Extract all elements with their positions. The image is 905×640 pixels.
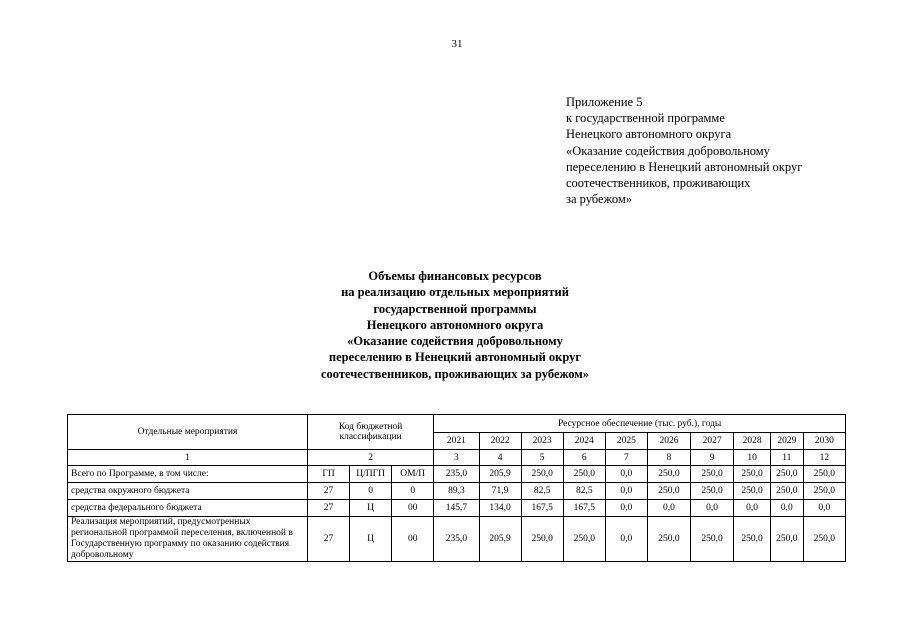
value-cell: 250,0 [734,517,771,562]
column-number: 12 [803,450,845,466]
table-row [68,483,846,500]
value-cell: 250,0 [771,517,804,562]
code-cell: Ц [350,517,392,562]
value-cell: 250,0 [771,483,804,500]
value-cell: 0,0 [605,466,647,483]
value-cell: 250,0 [563,517,605,562]
financial-resources-table [67,414,846,562]
value-cell: 250,0 [771,466,804,483]
value-cell: 250,0 [647,517,690,562]
value-cell: 167,5 [521,500,563,517]
code-cell: 27 [307,483,349,500]
header-year: 2029 [771,433,804,450]
header-year: 2030 [803,433,845,450]
title-line: государственной программы [373,301,537,316]
title-line: Объемы финансовых ресурсов [368,269,542,283]
value-cell: 250,0 [647,483,690,500]
value-cell: 250,0 [734,483,771,500]
value-cell: 250,0 [521,466,563,483]
appendix-note [566,94,866,207]
value-cell: 0,0 [605,500,647,517]
column-number: 5 [521,450,563,466]
value-cell: 250,0 [563,466,605,483]
header-year: 2028 [734,433,771,450]
value-cell: 145,7 [434,500,479,517]
value-cell: 0,0 [647,500,690,517]
table-row [68,500,846,517]
title-line: Ненецкого автономного округа [366,317,544,332]
value-cell: 250,0 [734,466,771,483]
value-cell: 250,0 [803,466,845,483]
column-number: 9 [691,450,734,466]
row-name: Реализация мероприятий, предусмотренных региональной программой переселения, включенной в Государственную программу по оказанию содействия добровольному [68,517,308,562]
value-cell: 89,3 [434,483,479,500]
column-number: 6 [563,450,605,466]
appendix-line: к государственной программе [566,111,725,126]
code-cell: ГП [307,466,349,483]
appendix-line: Ненецкого автономного округа [566,127,732,142]
appendix-line: Приложение 5 [566,95,643,109]
column-number: 11 [771,450,804,466]
header-year: 2024 [563,433,605,450]
column-number: 8 [647,450,690,466]
header-budget-code: Код бюджетной классификации [307,415,433,450]
value-cell: 250,0 [691,466,734,483]
header-year: 2022 [479,433,521,450]
column-number: 7 [605,450,647,466]
value-cell: 71,9 [479,483,521,500]
header-year: 2026 [647,433,690,450]
value-cell: 0,0 [803,500,845,517]
value-cell: 235,0 [434,517,479,562]
value-cell: 250,0 [691,483,734,500]
code-cell: Ц [350,500,392,517]
column-number: 1 [68,450,308,466]
value-cell: 0,0 [734,500,771,517]
column-number: 2 [307,450,433,466]
title-line: переселению в Ненецкий автономный округ [328,350,582,365]
value-cell: 250,0 [691,517,734,562]
value-cell: 250,0 [803,517,845,562]
header-year: 2025 [605,433,647,450]
value-cell: 0,0 [605,517,647,562]
document-title [240,268,670,382]
table-row [68,517,846,562]
header-year: 2021 [434,433,479,450]
appendix-line: за рубежом» [566,192,633,207]
row-name: средства федерального бюджета [68,500,308,517]
title-line: на реализацию отдельных мероприятий [341,285,569,300]
header-measures: Отдельные мероприятия [68,415,308,450]
value-cell: 250,0 [521,517,563,562]
code-cell: 0 [392,483,434,500]
header-year: 2027 [691,433,734,450]
value-cell: 0,0 [605,483,647,500]
value-cell: 134,0 [479,500,521,517]
row-name: Всего по Программе, в том числе: [68,466,308,483]
value-cell: 0,0 [771,500,804,517]
code-cell: 00 [392,500,434,517]
column-number: 3 [434,450,479,466]
value-cell: 235,0 [434,466,479,483]
value-cell: 205,9 [479,466,521,483]
column-number: 10 [734,450,771,466]
appendix-line: переселению в Ненецкий автономный округ [566,159,803,174]
table-row [68,466,846,483]
header-year: 2023 [521,433,563,450]
value-cell: 82,5 [563,483,605,500]
code-cell: 27 [307,500,349,517]
code-cell: 27 [307,517,349,562]
appendix-line: соотечественников, проживающих [566,176,751,191]
value-cell: 250,0 [647,466,690,483]
column-number: 4 [479,450,521,466]
code-cell: 0 [350,483,392,500]
page-number: 31 [451,38,463,50]
value-cell: 0,0 [691,500,734,517]
appendix-line: «Оказание содействия добровольному [566,143,770,158]
value-cell: 250,0 [803,483,845,500]
row-name: средства окружного бюджета [68,483,308,500]
title-line: «Оказание содействия добровольному [347,334,563,349]
header-resources: Ресурсное обеспечение (тыс. руб.), годы [434,415,846,433]
title-line: соотечественников, проживающих за рубежом» [320,366,590,381]
code-cell: Ц/ПГП [350,466,392,483]
value-cell: 205,9 [479,517,521,562]
code-cell: ОМ/П [392,466,434,483]
code-cell: 00 [392,517,434,562]
value-cell: 167,5 [563,500,605,517]
value-cell: 82,5 [521,483,563,500]
